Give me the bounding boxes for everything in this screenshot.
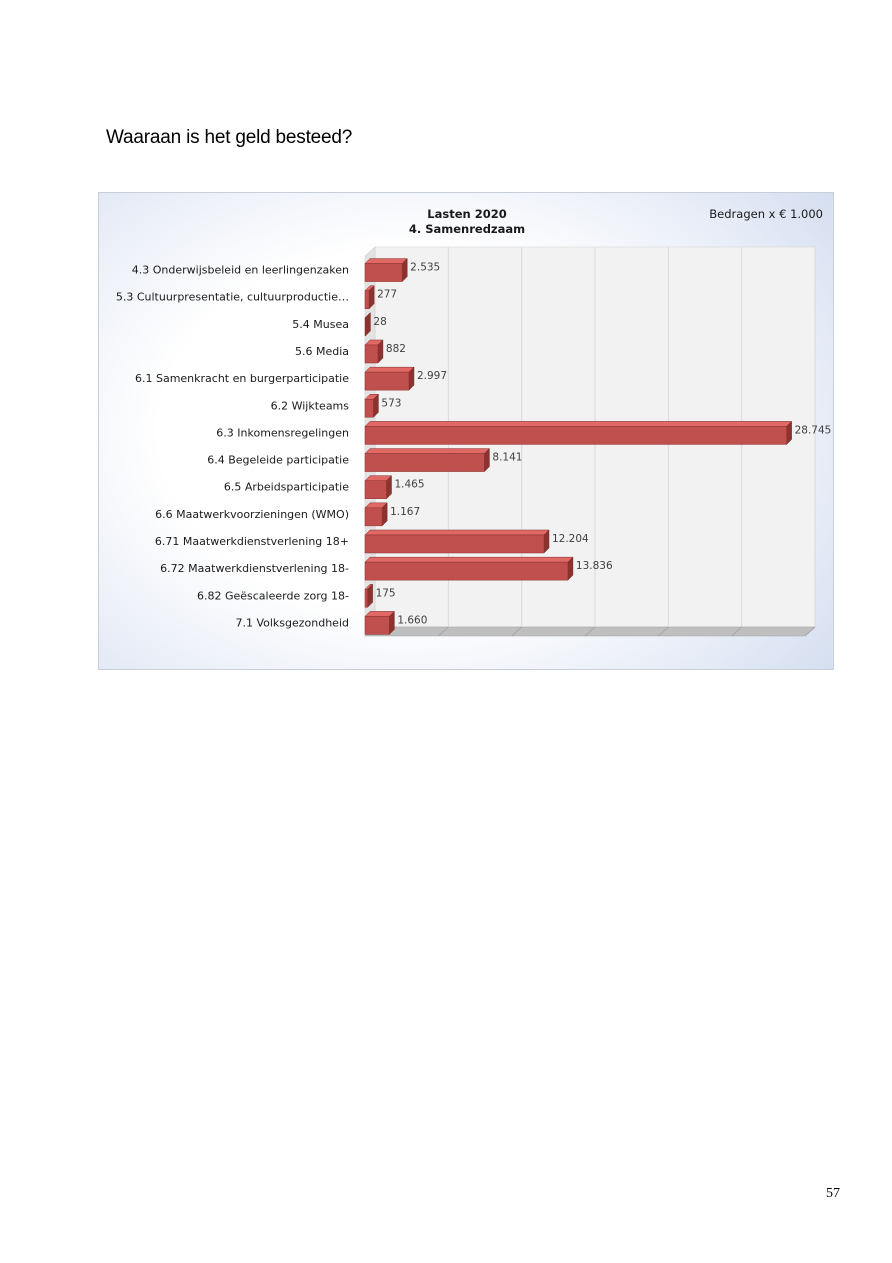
value-label: 277	[377, 288, 398, 301]
bar	[365, 286, 374, 309]
value-label: 13.836	[575, 560, 613, 573]
bar	[365, 530, 549, 553]
bar-top	[365, 530, 549, 535]
bar-top	[365, 259, 407, 264]
bar	[365, 394, 378, 417]
value-label: 1.660	[397, 614, 428, 627]
category-label: 6.82 Geëscaleerde zorg 18-	[196, 589, 349, 603]
category-label: 5.3 Cultuurpresentatie, cultuurproductie…	[115, 290, 349, 304]
value-label: 28.745	[794, 424, 832, 437]
bar-front	[365, 454, 484, 472]
category-label: 6.3 Inkomensregelingen	[216, 426, 349, 440]
bar	[365, 611, 394, 634]
value-label: 1.465	[394, 478, 425, 491]
bar	[365, 503, 387, 526]
category-label: 6.4 Begeleide participatie	[207, 453, 349, 467]
category-label: 7.1 Volksgezondheid	[235, 616, 349, 630]
bar-front	[365, 264, 402, 282]
category-label: 6.2 Wijkteams	[270, 399, 349, 413]
category-labels	[116, 264, 349, 630]
value-label: 2.997	[416, 370, 448, 383]
bar-front	[365, 372, 409, 390]
bar-front	[365, 426, 787, 444]
category-label: 5.4 Musea	[292, 317, 349, 331]
category-label: 6.71 Maatwerkdienstverlening 18+	[154, 535, 349, 548]
value-label: 12.204	[551, 533, 589, 545]
bar-front	[365, 562, 568, 580]
bar	[365, 421, 792, 444]
bar-front	[365, 399, 373, 417]
bar-front	[365, 291, 369, 309]
value-label: 28	[373, 315, 387, 328]
bar-front	[365, 481, 386, 499]
bar	[365, 476, 391, 499]
category-label: 6.72 Maatwerkdienstverlening 18-	[160, 562, 349, 576]
bar-top	[365, 367, 414, 372]
chart-title: Lasten 2020	[427, 207, 507, 221]
value-label: 2.535	[410, 261, 441, 274]
bar-front	[365, 318, 366, 336]
chart-frame	[98, 192, 834, 670]
bar	[365, 340, 383, 363]
category-label: 4.3 Onderwijsbeleid en leerlingenzaken	[131, 263, 349, 277]
bar-front	[365, 616, 389, 634]
bar-front	[365, 589, 368, 607]
bar-front	[365, 508, 382, 526]
category-label: 6.5 Arbeidsparticipatie	[223, 480, 349, 494]
bar-chart	[99, 193, 834, 670]
bar-front	[365, 535, 544, 553]
bar-top	[365, 449, 489, 454]
bar	[365, 449, 489, 472]
units-note: Bedragen x € 1.000	[709, 207, 823, 221]
page-number: 57	[826, 1186, 840, 1201]
value-label: 8.141	[492, 451, 523, 464]
category-label: 6.6 Maatwerkvoorzieningen (WMO)	[155, 507, 349, 521]
category-label: 6.1 Samenkracht en burgerparticipatie	[134, 372, 349, 386]
value-label: 175	[375, 587, 396, 600]
bar-top	[365, 421, 792, 426]
chart-subtitle: 4. Samenredzaam	[408, 222, 526, 236]
bar	[365, 557, 573, 580]
value-label: 1.167	[390, 505, 421, 518]
value-label: 882	[385, 343, 406, 355]
bar	[365, 367, 414, 390]
bar-top	[365, 557, 573, 562]
bar	[365, 259, 407, 282]
page-heading: Waaraan is het geld besteed?	[106, 127, 353, 148]
bar-front	[365, 345, 378, 363]
value-label: 573	[381, 397, 402, 410]
category-label: 5.6 Media	[294, 345, 349, 358]
